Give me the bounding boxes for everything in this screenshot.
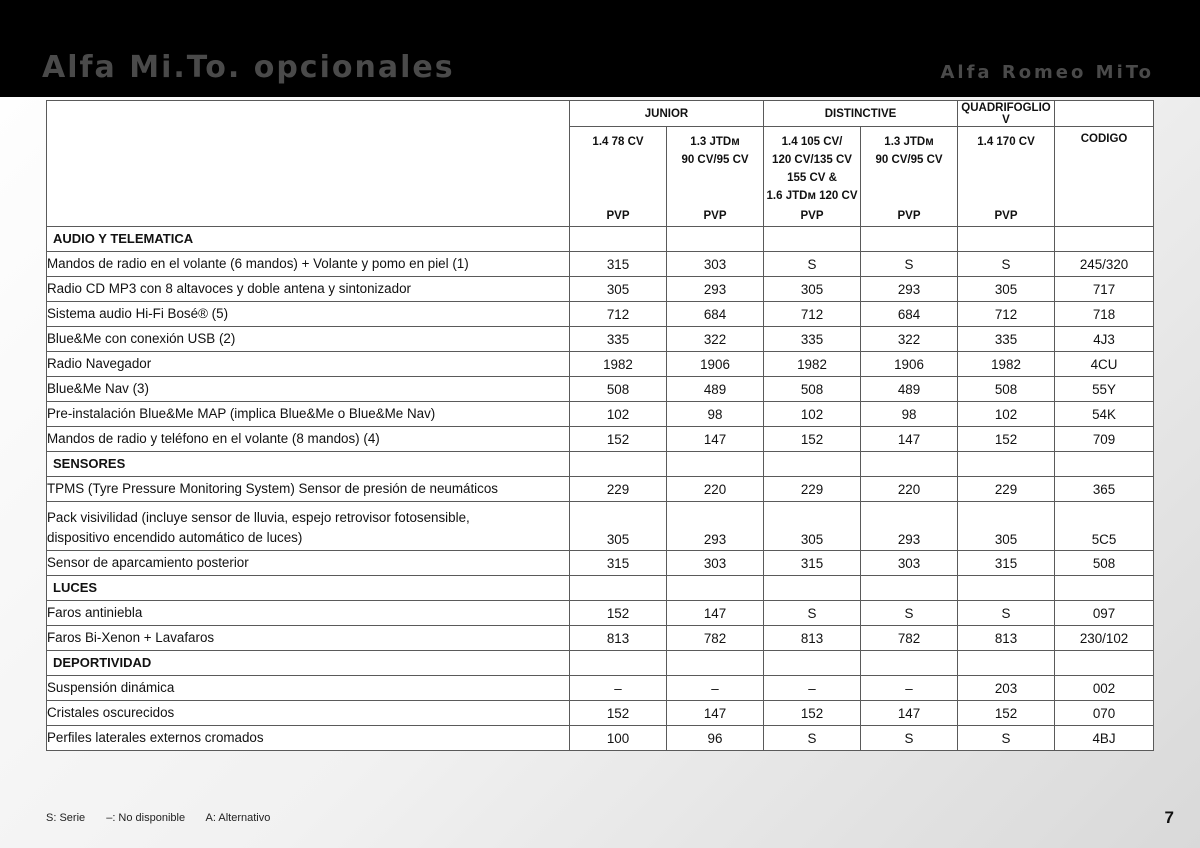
legend-no-disponible: –: No disponible <box>106 812 186 824</box>
page-title: Alfa Mi.To. opcionales <box>42 50 455 85</box>
price-cell: S <box>764 252 861 277</box>
codigo-cell: 4CU <box>1055 352 1154 377</box>
price-cell: 305 <box>764 277 861 302</box>
table-body <box>47 227 1154 751</box>
price-cell: 147 <box>667 701 764 726</box>
section-empty-cell <box>570 576 667 601</box>
section-empty-cell <box>958 452 1055 477</box>
price-cell: 303 <box>861 551 958 576</box>
price-cell: 293 <box>667 502 764 551</box>
price-cell: 712 <box>570 302 667 327</box>
pvp-label: PVP <box>800 210 824 222</box>
page-number: 7 <box>1164 808 1174 827</box>
price-cell: 684 <box>667 302 764 327</box>
section-empty-cell <box>1055 576 1154 601</box>
section-empty-cell <box>667 651 764 676</box>
price-cell: 335 <box>958 327 1055 352</box>
section-empty-cell <box>764 227 861 252</box>
brand-title: Alfa Romeo MiTo <box>940 62 1154 83</box>
group-junior: JUNIOR <box>570 101 764 127</box>
codigo-cell: 365 <box>1055 477 1154 502</box>
price-cell: 152 <box>958 427 1055 452</box>
section-empty-cell <box>570 651 667 676</box>
table-row <box>47 502 1154 551</box>
price-cell: 322 <box>667 327 764 352</box>
section-empty-cell <box>570 227 667 252</box>
price-cell: 147 <box>861 427 958 452</box>
engine-column-header: 1.3 JTDм 90 CV/95 CV PVP <box>667 127 764 227</box>
section-empty-cell <box>764 452 861 477</box>
option-label: Blue&Me con conexión USB (2) <box>47 327 570 352</box>
price-cell: 315 <box>764 551 861 576</box>
price-cell: 305 <box>570 277 667 302</box>
engine-column-header: 1.4 78 CV PVP <box>570 127 667 227</box>
price-cell: – <box>570 676 667 701</box>
section-empty-cell <box>958 227 1055 252</box>
price-cell: 96 <box>667 726 764 751</box>
section-empty-cell <box>667 576 764 601</box>
table-row <box>47 477 1154 502</box>
options-price-table <box>46 100 1154 751</box>
pvp-label: PVP <box>606 210 630 222</box>
price-cell: S <box>861 252 958 277</box>
codigo-cell: 002 <box>1055 676 1154 701</box>
price-cell: 203 <box>958 676 1055 701</box>
price-cell: 152 <box>764 427 861 452</box>
option-label: Perfiles laterales externos cromados <box>47 726 570 751</box>
section-title: DEPORTIVIDAD <box>47 651 570 676</box>
price-cell: 152 <box>764 701 861 726</box>
section-title: AUDIO Y TELEMATICA <box>47 227 570 252</box>
price-cell: 147 <box>667 427 764 452</box>
price-cell: 229 <box>764 477 861 502</box>
blank-header-cell <box>47 101 570 227</box>
engine-column-header: 1.3 JTDм 90 CV/95 CV PVP <box>861 127 958 227</box>
section-title: LUCES <box>47 576 570 601</box>
price-cell: 315 <box>570 551 667 576</box>
section-row <box>47 452 1154 477</box>
option-label: Mandos de radio y teléfono en el volante (8 mandos) (4) <box>47 427 570 452</box>
table-row <box>47 352 1154 377</box>
price-cell: 152 <box>570 701 667 726</box>
price-cell: 152 <box>958 701 1055 726</box>
section-row <box>47 576 1154 601</box>
price-cell: 712 <box>764 302 861 327</box>
option-label: Sistema audio Hi-Fi Bosé® (5) <box>47 302 570 327</box>
price-cell: 508 <box>570 377 667 402</box>
price-cell: 1906 <box>861 352 958 377</box>
section-empty-cell <box>958 576 1055 601</box>
option-label: Suspensión dinámica <box>47 676 570 701</box>
group-header-row <box>47 101 1154 127</box>
price-cell: S <box>958 601 1055 626</box>
codigo-cell: 070 <box>1055 701 1154 726</box>
option-label: Radio CD MP3 con 8 altavoces y doble antena y sintonizador <box>47 277 570 302</box>
price-cell: 305 <box>764 502 861 551</box>
price-cell: 1982 <box>570 352 667 377</box>
header-bar <box>0 0 1200 97</box>
option-label: Faros Bi-Xenon + Lavafaros <box>47 626 570 651</box>
option-label: Cristales oscurecidos <box>47 701 570 726</box>
price-cell: 102 <box>958 402 1055 427</box>
section-empty-cell <box>1055 227 1154 252</box>
codigo-cell: 54K <box>1055 402 1154 427</box>
footer-legend <box>46 812 288 824</box>
section-empty-cell <box>1055 452 1154 477</box>
price-cell: 489 <box>861 377 958 402</box>
option-label: TPMS (Tyre Pressure Monitoring System) Sensor de presión de neumáticos <box>47 477 570 502</box>
price-cell: – <box>667 676 764 701</box>
codigo-cell: 4J3 <box>1055 327 1154 352</box>
price-cell: 1982 <box>958 352 1055 377</box>
price-cell: 220 <box>667 477 764 502</box>
section-empty-cell <box>764 651 861 676</box>
price-cell: 508 <box>764 377 861 402</box>
price-cell: 508 <box>958 377 1055 402</box>
price-cell: – <box>764 676 861 701</box>
price-cell: 303 <box>667 551 764 576</box>
table-row <box>47 626 1154 651</box>
option-label: Blue&Me Nav (3) <box>47 377 570 402</box>
price-cell: 229 <box>958 477 1055 502</box>
section-row <box>47 227 1154 252</box>
price-cell: 489 <box>667 377 764 402</box>
option-label: Radio Navegador <box>47 352 570 377</box>
price-cell: S <box>764 726 861 751</box>
price-cell: 315 <box>958 551 1055 576</box>
section-empty-cell <box>861 651 958 676</box>
price-cell: S <box>958 252 1055 277</box>
price-cell: 1982 <box>764 352 861 377</box>
section-empty-cell <box>1055 651 1154 676</box>
option-label: Sensor de aparcamiento posterior <box>47 551 570 576</box>
price-cell: 152 <box>570 427 667 452</box>
table-row <box>47 676 1154 701</box>
price-cell: 813 <box>764 626 861 651</box>
price-cell: – <box>861 676 958 701</box>
table-row <box>47 601 1154 626</box>
option-label: Pre-instalación Blue&Me MAP (implica Blue&Me o Blue&Me Nav) <box>47 402 570 427</box>
section-empty-cell <box>861 452 958 477</box>
price-cell: 98 <box>667 402 764 427</box>
table-row <box>47 402 1154 427</box>
price-cell: 102 <box>764 402 861 427</box>
section-empty-cell <box>570 452 667 477</box>
price-cell: 335 <box>570 327 667 352</box>
price-cell: S <box>764 601 861 626</box>
table-row <box>47 551 1154 576</box>
pvp-label: PVP <box>897 210 921 222</box>
legend-alternativo: A: Alternativo <box>205 812 271 824</box>
price-cell: 303 <box>667 252 764 277</box>
price-cell: 305 <box>570 502 667 551</box>
group-blank <box>1055 101 1154 127</box>
price-cell: 220 <box>861 477 958 502</box>
price-cell: 782 <box>861 626 958 651</box>
price-cell: 335 <box>764 327 861 352</box>
price-cell: 684 <box>861 302 958 327</box>
price-cell: 102 <box>570 402 667 427</box>
price-cell: 782 <box>667 626 764 651</box>
section-empty-cell <box>958 651 1055 676</box>
table-row <box>47 302 1154 327</box>
codigo-cell: 55Y <box>1055 377 1154 402</box>
engine-column-header: 1.4 170 CV PVP <box>958 127 1055 227</box>
price-cell: 147 <box>861 701 958 726</box>
codigo-cell: 718 <box>1055 302 1154 327</box>
price-cell: 98 <box>861 402 958 427</box>
section-empty-cell <box>667 452 764 477</box>
price-cell: 100 <box>570 726 667 751</box>
table-row <box>47 327 1154 352</box>
option-label: Mandos de radio en el volante (6 mandos) + Volante y pomo en piel (1) <box>47 252 570 277</box>
table-row <box>47 701 1154 726</box>
price-cell: 293 <box>861 277 958 302</box>
codigo-cell: 097 <box>1055 601 1154 626</box>
option-label: Pack visivilidad (incluye sensor de lluvia, espejo retrovisor fotosensible, dispositivo encendido automático de luces) <box>47 502 570 551</box>
price-cell: 152 <box>570 601 667 626</box>
price-cell: S <box>861 601 958 626</box>
table-row <box>47 252 1154 277</box>
table-row <box>47 726 1154 751</box>
price-cell: 305 <box>958 502 1055 551</box>
codigo-cell: 230/102 <box>1055 626 1154 651</box>
pvp-label: PVP <box>994 210 1018 222</box>
price-cell: S <box>861 726 958 751</box>
codigo-cell: 4BJ <box>1055 726 1154 751</box>
table-row <box>47 277 1154 302</box>
codigo-column-header: CODIGO <box>1055 127 1154 227</box>
table-row <box>47 377 1154 402</box>
section-empty-cell <box>667 227 764 252</box>
price-cell: 322 <box>861 327 958 352</box>
codigo-cell: 5C5 <box>1055 502 1154 551</box>
table-row <box>47 427 1154 452</box>
section-title: SENSORES <box>47 452 570 477</box>
price-cell: 813 <box>958 626 1055 651</box>
codigo-cell: 508 <box>1055 551 1154 576</box>
group-distinctive: DISTINCTIVE <box>764 101 958 127</box>
price-cell: 1906 <box>667 352 764 377</box>
price-cell: 813 <box>570 626 667 651</box>
price-cell: 305 <box>958 277 1055 302</box>
price-cell: 293 <box>861 502 958 551</box>
engine-column-header: 1.4 105 CV/ 120 CV/135 CV 155 CV & 1.6 JTDм 120 CV PVP <box>764 127 861 227</box>
codigo-cell: 709 <box>1055 427 1154 452</box>
codigo-cell: 245/320 <box>1055 252 1154 277</box>
group-quadrifoglio: QUADRIFOGLIO V <box>958 101 1055 127</box>
codigo-cell: 717 <box>1055 277 1154 302</box>
option-label: Faros antiniebla <box>47 601 570 626</box>
price-cell: S <box>958 726 1055 751</box>
pvp-label: PVP <box>703 210 727 222</box>
section-empty-cell <box>861 576 958 601</box>
price-cell: 147 <box>667 601 764 626</box>
section-row <box>47 651 1154 676</box>
price-cell: 293 <box>667 277 764 302</box>
section-empty-cell <box>764 576 861 601</box>
section-empty-cell <box>861 227 958 252</box>
price-cell: 229 <box>570 477 667 502</box>
price-cell: 712 <box>958 302 1055 327</box>
legend-serie: S: Serie <box>46 812 86 824</box>
price-cell: 315 <box>570 252 667 277</box>
